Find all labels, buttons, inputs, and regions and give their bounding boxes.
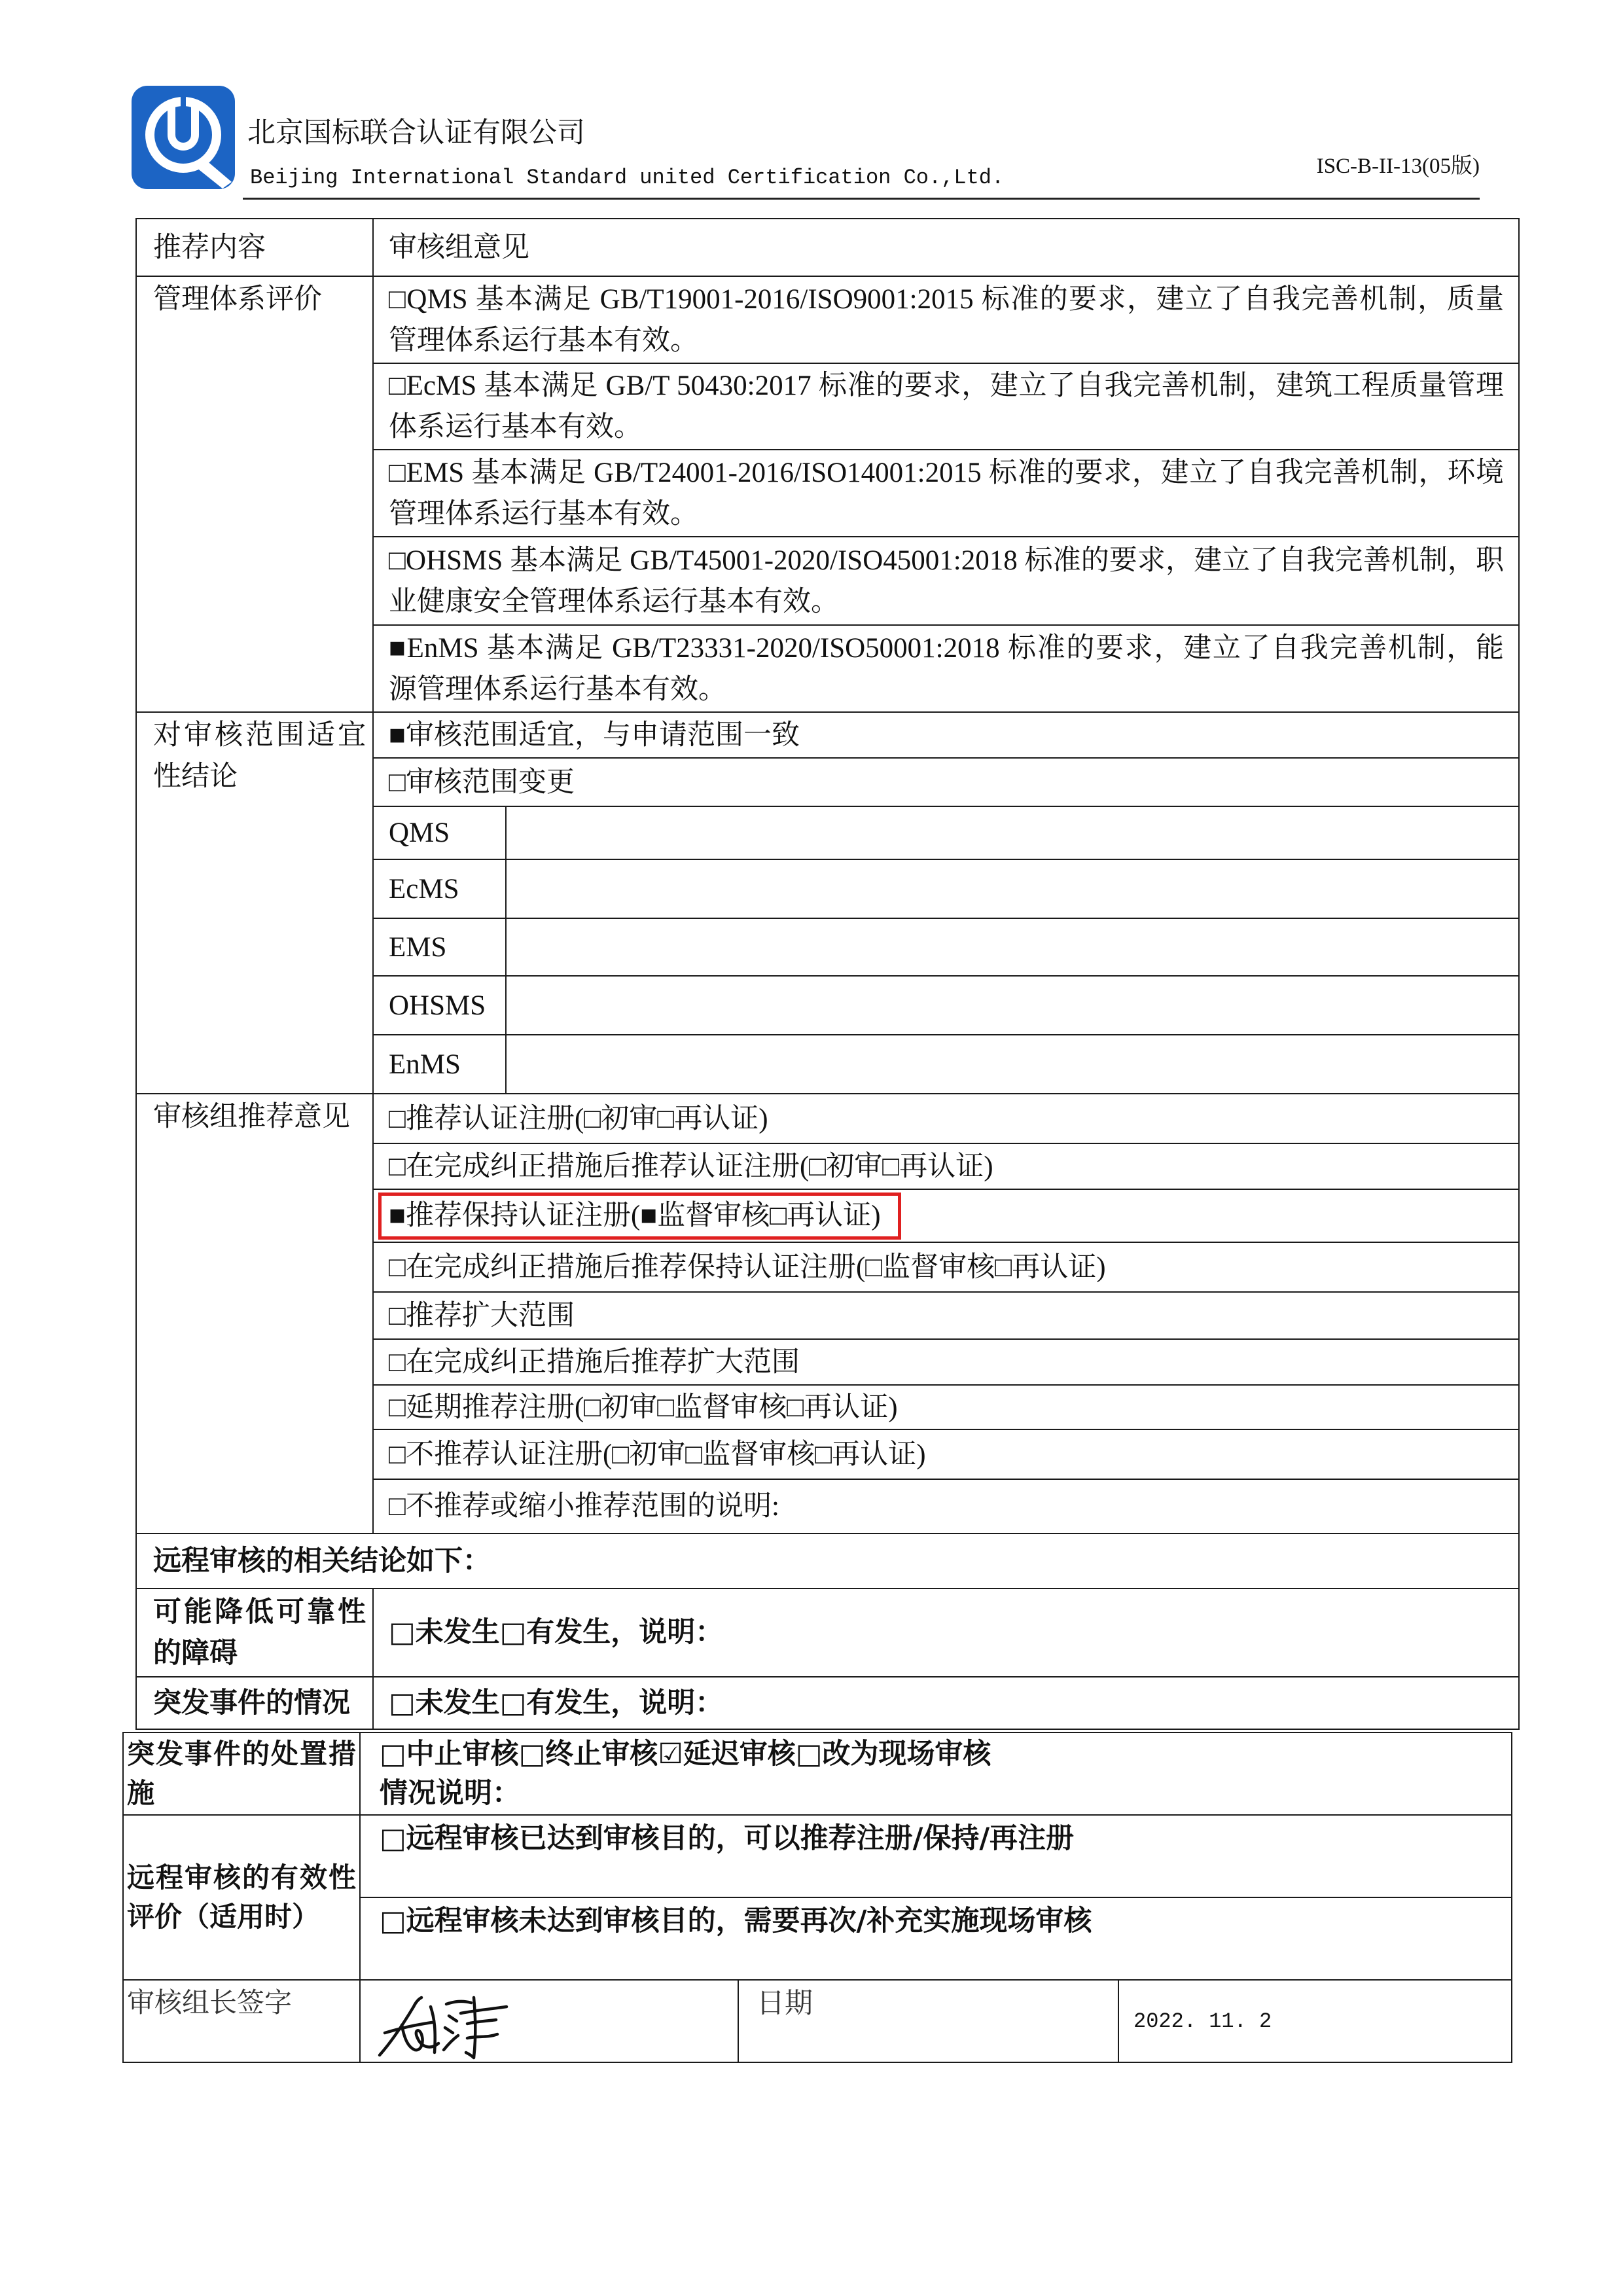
recommendation-item: □延期推荐注册(□初审□监督审核□再认证) — [373, 1385, 1519, 1429]
label-emergency-situation: 突发事件的情况 — [136, 1677, 373, 1729]
recommendation-item: □不推荐或缩小推荐范围的说明: — [373, 1479, 1519, 1534]
date-value: 2022. 11. 2 — [1118, 1980, 1512, 2062]
document-code: ISC-B-II-13(05版) — [1316, 154, 1480, 178]
scope-system-label: EMS — [373, 918, 506, 976]
scope-option-change: □审核范围变更 — [373, 758, 1519, 806]
table-head-row — [136, 219, 1519, 276]
emergency-measures-note: 情况说明： — [380, 1777, 520, 1810]
recommendation-row — [136, 1094, 1519, 1143]
head-label-team-opinion: 审核组意见 — [373, 219, 1519, 276]
label-date: 日期 — [738, 1980, 1118, 2062]
recommendation-item-text: ■推荐保持认证注册(■监督审核□再认证) — [389, 1200, 881, 1231]
recommendation-item: □不推荐认证注册(□初审□监督审核□再认证) — [373, 1429, 1519, 1479]
highlight-box — [378, 1193, 901, 1240]
emergency-measures-options: □中止审核□终止审核☑延迟审核□改为现场审核 — [380, 1738, 991, 1770]
scope-system-value — [506, 918, 1519, 976]
evaluation-item-enms: ■EnMS 基本满足 GB/T23331-2020/ISO50001:2018 标准的要求，建立了自我完善机制，能源管理体系运行基本有效。 — [373, 625, 1519, 712]
remote-title-row — [136, 1534, 1519, 1588]
company-logo-graphic — [130, 84, 237, 191]
header-divider — [243, 198, 1480, 200]
scope-system-label: EcMS — [373, 859, 506, 918]
handwritten-signature — [376, 1987, 513, 2060]
company-name-chinese: 北京国标联合认证有限公司 — [247, 117, 585, 149]
effectiveness-item-not-achieved: □远程审核未达到审核目的，需要再次/补充实施现场审核 — [360, 1897, 1512, 1980]
scope-system-label: EnMS — [373, 1035, 506, 1094]
scope-system-value — [506, 1035, 1519, 1094]
label-remote-effectiveness: 远程审核的有效性评价（适用时） — [123, 1815, 360, 1980]
evaluation-item-ecms: □EcMS 基本满足 GB/T 50430:2017 标准的要求，建立了自我完善机制，建筑工程质量管理体系运行基本有效。 — [373, 363, 1519, 450]
scope-system-label: OHSMS — [373, 976, 506, 1035]
evaluation-item-ems: □EMS 基本满足 GB/T24001-2016/ISO14001:2015 标准的要求，建立了自我完善机制，环境管理体系运行基本有效。 — [373, 450, 1519, 537]
remote-obstacle-row — [136, 1588, 1519, 1677]
signature-row — [123, 1980, 1512, 2062]
recommendation-item: □推荐认证注册(□初审□再认证) — [373, 1094, 1519, 1143]
reliability-obstacle-value: □未发生□有发生，说明： — [373, 1588, 1519, 1677]
remote-emergency-row — [136, 1677, 1519, 1729]
scope-system-label: QMS — [373, 806, 506, 859]
company-name-english: Beijing International Standard united Certification Co.,Ltd. — [250, 166, 1005, 190]
effectiveness-row — [123, 1815, 1512, 1897]
company-logo-icon — [130, 84, 237, 191]
label-management-system-evaluation: 管理体系评价 — [136, 276, 373, 712]
evaluation-item-ohsms: □OHSMS 基本满足 GB/T45001-2020/ISO45001:2018 标准的要求，建立了自我完善机制，职业健康安全管理体系运行基本有效。 — [373, 537, 1519, 625]
evaluation-row — [136, 276, 1519, 363]
scope-option-appropriate: ■审核范围适宜，与申请范围一致 — [373, 712, 1519, 758]
effectiveness-item-achieved: □远程审核已达到审核目的，可以推荐注册/保持/再注册 — [360, 1815, 1512, 1897]
recommendation-item-highlighted — [373, 1189, 1519, 1242]
evaluation-item-qms: □QMS 基本满足 GB/T19001-2016/ISO9001:2015 标准的要求，建立了自我完善机制，质量管理体系运行基本有效。 — [373, 276, 1519, 363]
recommendation-item: □在完成纠正措施后推荐扩大范围 — [373, 1339, 1519, 1385]
audit-recommendation-table — [135, 218, 1520, 1730]
remote-audit-table — [122, 1732, 1512, 2063]
scope-system-value — [506, 806, 1519, 859]
label-emergency-measures: 突发事件的处置措施 — [123, 1732, 360, 1815]
label-team-leader-signature: 审核组长签字 — [123, 1980, 360, 2062]
recommendation-item: □在完成纠正措施后推荐保持认证注册(□监督审核□再认证) — [373, 1242, 1519, 1292]
scope-system-value — [506, 976, 1519, 1035]
label-reliability-obstacle: 可能降低可靠性的障碍 — [136, 1588, 373, 1677]
remote-audit-title: 远程审核的相关结论如下： — [136, 1534, 1519, 1588]
label-scope-conclusion: 对审核范围适宜性结论 — [136, 712, 373, 1094]
label-team-recommendation: 审核组推荐意见 — [136, 1094, 373, 1534]
scope-system-value — [506, 859, 1519, 918]
emergency-measures-row — [123, 1732, 1512, 1815]
recommendation-item: □在完成纠正措施后推荐认证注册(□初审□再认证) — [373, 1143, 1519, 1189]
recommendation-item: □推荐扩大范围 — [373, 1292, 1519, 1339]
scope-row — [136, 712, 1519, 758]
emergency-situation-value: □未发生□有发生，说明： — [373, 1677, 1519, 1729]
emergency-measures-cell — [360, 1732, 1512, 1815]
head-label-recommend-content: 推荐内容 — [136, 219, 373, 276]
